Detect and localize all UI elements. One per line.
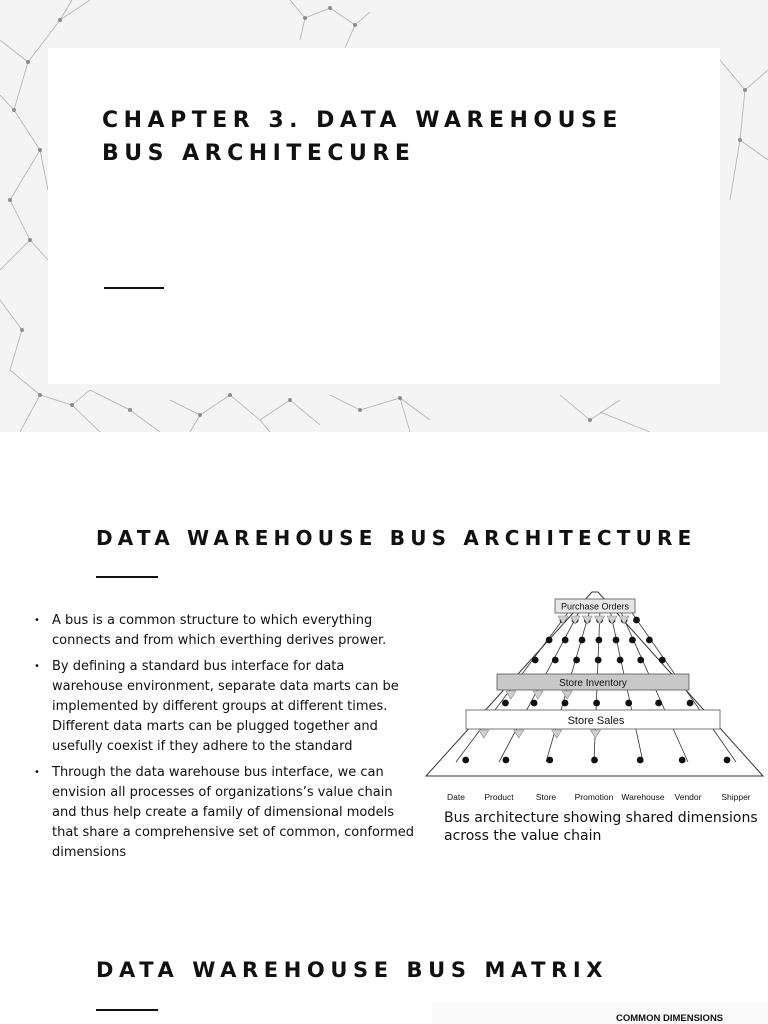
dimension-label-date: Date	[447, 792, 465, 802]
list-item	[34, 657, 414, 757]
dimension-dot	[595, 657, 602, 664]
slide-heading: DATA WAREHOUSE BUS MATRIX	[96, 958, 609, 982]
dimension-dot	[552, 657, 559, 664]
title-slide	[0, 0, 768, 432]
bus-matrix-slide	[0, 902, 768, 1024]
dimension-dot	[591, 757, 598, 764]
dimension-label-warehouse: Warehouse	[621, 792, 665, 802]
bullet-list	[34, 611, 414, 869]
bullet-marker: •	[34, 615, 40, 626]
bullet-text: Through the data warehouse bus interface, we can envision all processes of organizations’s value chain and thus help create a family of dimensional models that share a comprehensive set of common, conformed dimensions	[52, 765, 415, 860]
dimension-dot	[655, 700, 662, 707]
list-item	[34, 763, 414, 863]
dimension-dot	[596, 637, 603, 644]
dimension-dot	[462, 757, 469, 764]
title-card	[48, 48, 720, 384]
chapter-title: CHAPTER 3. DATA WAREHOUSE BUS ARCHITECURE	[102, 108, 623, 166]
dimension-dot	[573, 657, 580, 664]
dimension-dot	[546, 757, 553, 764]
heading-underline	[96, 576, 158, 578]
dimension-dot	[532, 657, 539, 664]
dimension-dot	[546, 637, 553, 644]
dimension-dot	[679, 757, 686, 764]
bus-architecture-slide	[0, 432, 768, 902]
dimension-dot	[637, 657, 644, 664]
matrix-column-header: COMMON DIMENSIONS	[616, 1013, 724, 1024]
dimension-dot	[646, 637, 653, 644]
list-item	[34, 611, 414, 651]
dimension-label-promotion: Promotion	[574, 792, 614, 802]
dimension-dot	[531, 700, 538, 707]
diagram-caption: Bus architecture showing shared dimensions across the value chain	[444, 810, 758, 844]
dimension-dot	[625, 700, 632, 707]
dimension-label-product: Product	[484, 792, 514, 802]
dimension-dot	[502, 700, 509, 707]
dimension-dot	[629, 637, 636, 644]
store-sales-label: Store Sales	[567, 715, 625, 727]
dimension-dot	[637, 757, 644, 764]
dimension-dot	[593, 700, 600, 707]
bullet-marker: •	[34, 767, 40, 778]
dimension-dot	[617, 657, 624, 664]
dimension-dot	[562, 700, 569, 707]
bullet-text: By defining a standard bus interface for data warehouse environment, separate data marts can be implemented by different groups at different times. Different data marts can be plugged together and usefully coexist if they adhere to the standard	[52, 659, 399, 754]
bullet-marker: •	[34, 661, 40, 672]
purchase-orders-label: Purchase Orders	[560, 601, 630, 612]
dimension-dot	[562, 637, 569, 644]
slide-heading: DATA WAREHOUSE BUS ARCHITECTURE	[96, 526, 697, 550]
store-inventory-label: Store Inventory	[559, 678, 627, 689]
dimension-label-store: Store	[535, 792, 557, 802]
dimension-dot	[724, 757, 731, 764]
dimension-dot	[687, 700, 694, 707]
heading-underline	[96, 1009, 158, 1011]
bus-architecture-diagram	[418, 588, 768, 810]
dimension-dot	[633, 617, 640, 624]
dimension-dot	[579, 637, 586, 644]
dimension-dot	[659, 657, 666, 664]
dimension-label-shipper: Shipper	[721, 792, 751, 802]
bullet-text: A bus is a common structure to which everything connects and from which everthing derives prower.	[52, 613, 387, 648]
title-underline	[104, 287, 164, 289]
dimension-label-vendor: Vendor	[674, 792, 702, 802]
dimension-dot	[503, 757, 510, 764]
dimension-dot	[613, 637, 620, 644]
